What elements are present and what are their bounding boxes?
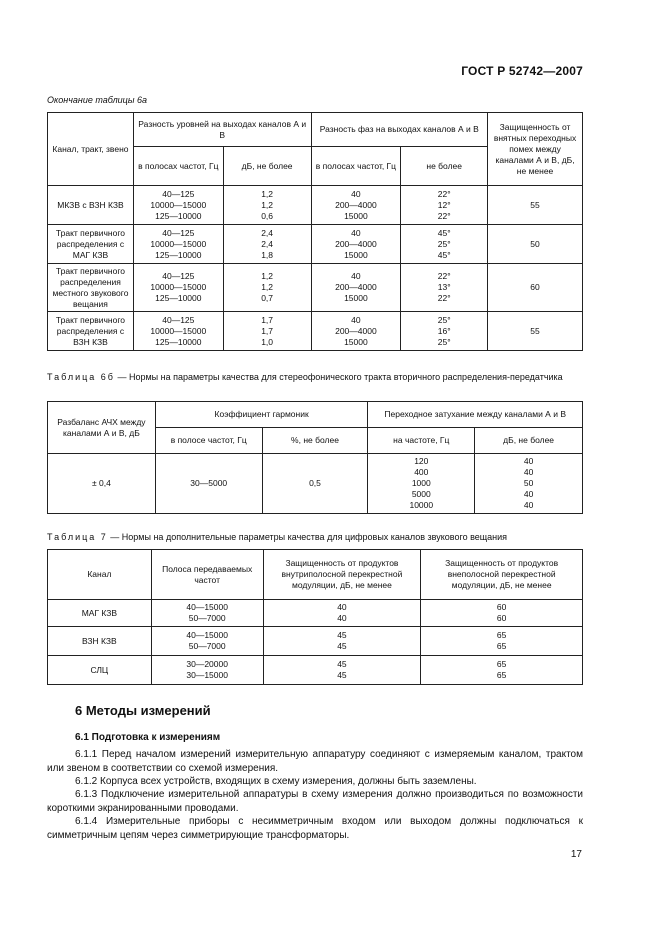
cell-phase-freq: 40 200—4000 15000: [311, 312, 401, 351]
cell-attenuation-db: 40 40 50 40 40: [475, 454, 583, 514]
header-phase-max: не более: [401, 147, 488, 186]
cell-phase-max: 22° 12° 22°: [401, 186, 488, 225]
cell-level-db: 1,2 1,2 0,7: [223, 264, 311, 312]
subsection-title: 6.1 Подготовка к измерениям: [75, 732, 221, 743]
table-row: [48, 656, 583, 685]
cell-channel: МАГ КЗВ: [48, 600, 152, 627]
table-7-caption: Таблица 7 — Нормы на дополнительные параметры качества для цифровых каналов звукового вещания: [47, 532, 508, 542]
paragraph-6-1-1: 6.1.1 Перед началом измерений измерительную аппаратуру соединяют с измеряемым каналом, трактом или звеном в соответствии со схемой измерения.: [47, 749, 583, 774]
cell-inband: 40 40: [263, 600, 421, 627]
cell-level-freq: 40—125 10000—15000 125—10000: [133, 312, 223, 351]
header-attenuation-freq: на частоте, Гц: [368, 428, 475, 454]
cell-level-freq: 40—125 10000—15000 125—10000: [133, 264, 223, 312]
cell-inband: 45 45: [263, 656, 421, 685]
paragraph-6-1-2: 6.1.2 Корпуса всех устройств, входящих в схему измерения, должны быть заземлены.: [75, 776, 477, 787]
header-levels-group: Разность уровней на выходах каналов А и В: [133, 113, 311, 147]
table-row: [48, 264, 583, 312]
header-band: Полоса передаваемых частот: [151, 550, 263, 600]
header-attenuation-group: Переходное затухание между каналами А и В: [368, 402, 583, 428]
cell-channel: Тракт первичного распределения с МАГ КЗВ: [48, 225, 134, 264]
table-row: [48, 454, 583, 514]
cell-outband: 60 60: [421, 600, 583, 627]
header-phase-freq: в полосах частот, Гц: [311, 147, 401, 186]
cell-band: 30—20000 30—15000: [151, 656, 263, 685]
header-phase-group: Разность фаз на выходах каналов А и В: [311, 113, 488, 147]
header-protection: Защищенность от внятных переходных помех между каналами А и В, дБ, не менее: [488, 113, 583, 186]
table-6a: [47, 112, 583, 351]
header-harmonic-pct: %, не более: [262, 428, 368, 454]
cell-phase-max: 22° 13° 22°: [401, 264, 488, 312]
cell-channel: СЛЦ: [48, 656, 152, 685]
cell-level-db: 2,4 2,4 1,8: [223, 225, 311, 264]
cell-level-db: 1,2 1,2 0,6: [223, 186, 311, 225]
cell-level-db: 1,7 1,7 1,0: [223, 312, 311, 351]
header-levels-db: дБ, не более: [223, 147, 311, 186]
cell-phase-freq: 40 200—4000 15000: [311, 186, 401, 225]
cell-inband: 45 45: [263, 627, 421, 656]
cell-phase-max: 45° 25° 45°: [401, 225, 488, 264]
cell-level-freq: 40—125 10000—15000 125—10000: [133, 225, 223, 264]
header-channel: Канал: [48, 550, 152, 600]
table-row: [48, 627, 583, 656]
cell-channel: МКЗВ с ВЗН КЗВ: [48, 186, 134, 225]
table-6a-caption: Окончание таблицы 6а: [47, 95, 147, 105]
paragraph-6-1-4: 6.1.4 Измерительные приборы с несимметричным входом или выходом должны подключаться к симметричным цепям через симметрирующие трансформаторы.: [47, 816, 583, 841]
cell-balance: ± 0,4: [48, 454, 156, 514]
table-row: [48, 186, 583, 225]
cell-protection: 50: [488, 225, 583, 264]
table-row: [48, 225, 583, 264]
header-harmonic-freq: в полосе частот, Гц: [155, 428, 262, 454]
document-code: ГОСТ Р 52742—2007: [461, 64, 583, 78]
header-harmonic-group: Коэффициент гармоник: [155, 402, 368, 428]
section-title: 6 Методы измерений: [75, 703, 211, 718]
table-row: [48, 600, 583, 627]
cell-harmonic-freq: 30—5000: [155, 454, 262, 514]
cell-outband: 65 65: [421, 656, 583, 685]
table-6b: [47, 401, 583, 514]
table-6b-caption: Таблица 6б — Нормы на параметры качества для стереофонического тракта вторичного распределения-передатчика: [47, 372, 563, 382]
header-outband: Защищенность от продуктов внеполосной перекрестной модуляции, дБ, не менее: [421, 550, 583, 600]
cell-channel: ВЗН КЗВ: [48, 627, 152, 656]
cell-outband: 65 65: [421, 627, 583, 656]
header-levels-freq: в полосах частот, Гц: [133, 147, 223, 186]
paragraph-6-1-3: 6.1.3 Подключение измерительной аппаратуры в схему измерения должно производиться по возможности короткими экранированными проводами.: [47, 789, 583, 814]
cell-protection: 55: [488, 312, 583, 351]
header-channel: Канал, тракт, звено: [48, 113, 134, 186]
cell-channel: Тракт первичного распределения местного звукового вещания: [48, 264, 134, 312]
cell-channel: Тракт первичного распределения с ВЗН КЗВ: [48, 312, 134, 351]
cell-harmonic-pct: 0,5: [262, 454, 368, 514]
table-row: [48, 312, 583, 351]
table-7: [47, 549, 583, 685]
cell-phase-freq: 40 200—4000 15000: [311, 264, 401, 312]
cell-level-freq: 40—125 10000—15000 125—10000: [133, 186, 223, 225]
cell-protection: 55: [488, 186, 583, 225]
cell-phase-freq: 40 200—4000 15000: [311, 225, 401, 264]
cell-band: 40—15000 50—7000: [151, 627, 263, 656]
cell-attenuation-freq: 120 400 1000 5000 10000: [368, 454, 475, 514]
header-attenuation-db: дБ, не более: [475, 428, 583, 454]
cell-protection: 60: [488, 264, 583, 312]
cell-band: 40—15000 50—7000: [151, 600, 263, 627]
header-balance: Разбаланс АЧХ между каналами А и В, дБ: [48, 402, 156, 454]
header-inband: Защищенность от продуктов внутриполосной перекрестной модуляции, дБ, не менее: [263, 550, 421, 600]
page-number: 17: [570, 849, 582, 860]
cell-phase-max: 25° 16° 25°: [401, 312, 488, 351]
